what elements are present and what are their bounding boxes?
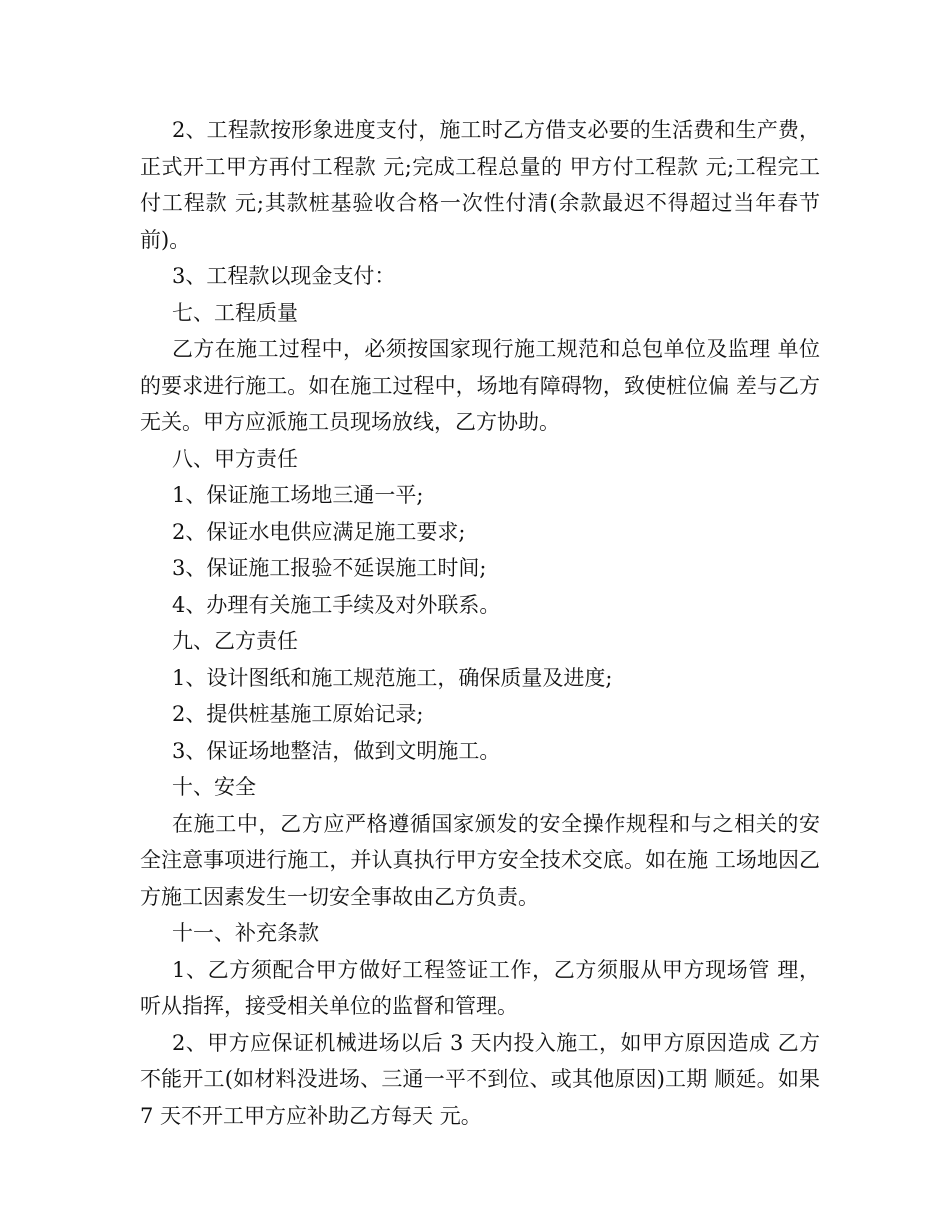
list-item-party-a-3: 3、保证施工报验不延误施工时间;: [172, 556, 487, 580]
list-item-party-a-4: 4、办理有关施工手续及对外联系。: [172, 592, 501, 617]
paragraph-safety: 在施工中，乙方应严格遵循国家颁发的安全操作规程和与之相关的安全注意事项进行施工，并认真执行甲方安全技术交底。如在施 工场地因乙方施工因素发生一切安全事故由乙方负责。: [140, 811, 820, 909]
list-item-party-b-3: 3、保证场地整洁，做到文明施工。: [172, 738, 501, 763]
paragraph-cash-payment: 3、工程款以现金支付：: [172, 264, 396, 288]
list-item-supplementary-2: 2、甲方应保证机械进场以后 3 天内投入施工，如甲方原因造成 乙方不能开工(如材料没进场、三通一平不到位、或其他原因)工期 顺延。如果 7 天不开工甲方应补助乙方每天 元。: [140, 1030, 820, 1128]
section-heading-safety: 十、安全: [172, 775, 256, 799]
section-heading-party-a: 八、甲方责任: [172, 446, 298, 471]
list-item-party-a-2: 2、保证水电供应满足施工要求;: [172, 519, 466, 544]
list-item-party-a-1: 1、保证施工场地三通一平;: [172, 483, 424, 507]
document-page: [140, 112, 820, 1134]
list-item-party-b-2: 2、提供桩基施工原始记录;: [172, 702, 424, 726]
section-heading-party-b: 九、乙方责任: [172, 629, 298, 653]
paragraph-payment-schedule: 2、工程款按形象进度支付，施工时乙方借支必要的生活费和生产费，正式开工甲方再付工程款 元;完成工程总量的 甲方付工程款 元;工程完工付工程款 元;其款桩基验收合格一次性付清(余款最迟不得超过当年春节前)。: [140, 118, 820, 252]
paragraph-quality: 乙方在施工过程中，必须按国家现行施工规范和总包单位及监理 单位的要求进行施工。如在施工过程中，场地有障碍物，致使桩位偏 差与乙方无关。甲方应派施工员现场放线，乙方协助。: [140, 337, 820, 434]
list-item-supplementary-1: 1、乙方须配合甲方做好工程签证工作，乙方须服从甲方现场管 理，听从指挥，接受相关单位的监督和管理。: [140, 957, 820, 1018]
section-heading-supplementary: 十一、补充条款: [172, 921, 319, 945]
section-heading-quality: 七、工程质量: [172, 300, 298, 325]
list-item-party-b-1: 1、设计图纸和施工规范施工，确保质量及进度;: [172, 665, 613, 690]
